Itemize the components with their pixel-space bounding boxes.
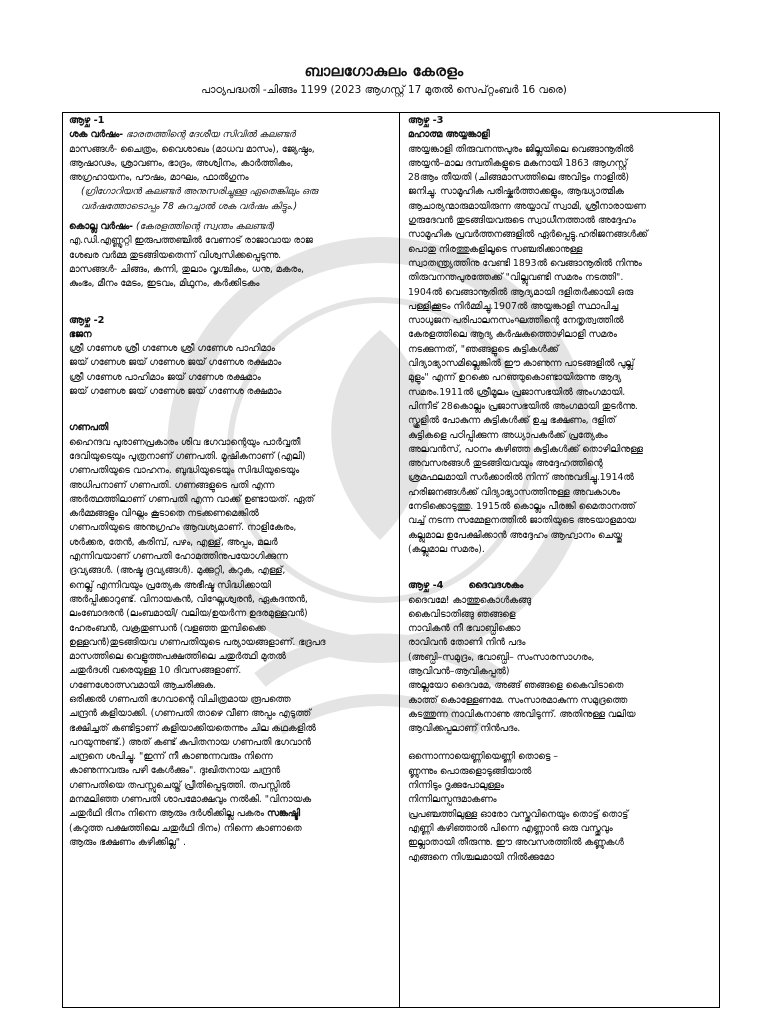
ganapathi-line: ഗണപതിയെ തപസ്സുചെയ്ത് പ്രീതിപ്പെടുത്തി. തപസ്സിൽ	[69, 779, 290, 791]
verse-line: (അബ്ധി–സമുദ്രം, ഭവാബ്ധി– സംസാരസാഗരം,	[408, 651, 595, 663]
verse-line: അല്ലയോ ദൈവമേ, അങ്ങ് ഞങ്ങളെ കൈവിടാതെ	[408, 680, 624, 692]
sankashti-word: സങ്കഷ്ടി	[266, 808, 300, 820]
page-subtitle: പാഠ്യപദ്ധതി -ചിങ്ങം 1199 (2023 ആഗസ്റ്റ് 17 മുതൽ സെപ്റ്റംബർ 16 വരെ)	[201, 84, 567, 96]
ganapathi-line: മാസത്തിലെ വെളുത്തപക്ഷത്തിലെ ചതുർത്ഥി മുതൽ	[69, 651, 286, 663]
ayyankali-line: കേരളത്തിലെ ആദ്യ കർഷകത്തൊഴിലാളി സമരം	[408, 329, 617, 341]
ayyankali-line: പിന്നീട് 28കൊല്ലം പ്രജാസഭയിൽ അംഗമായി തുടർന്നു.	[408, 400, 638, 412]
ganapathi-line: പറയുന്നുണ്ട്.) അത് കണ്ട് കുപിതനായ ഗണപതി ഭഗവാൻ	[69, 736, 311, 748]
bhajan-heading: ഭജന	[69, 328, 92, 340]
ganapathi-line: ചതുർദശി വരെയുള്ള 10 ദിവസങ്ങളാണ്.	[69, 665, 242, 677]
bhajan-line: ജയ് ഗണേശ ജയ് ഗണേശ ജയ് ഗണേശ രക്ഷമാം	[69, 386, 282, 398]
verse-line: കൈവിടാതിങ്ങു ഞങ്ങളെ	[408, 608, 516, 620]
week1-label: ആഴ്ച -1	[69, 115, 105, 126]
kollam-subheading: (കേരളത്തിന്റെ സ്വന്തം കലണ്ടർ)	[136, 221, 276, 233]
ganapathi-line: (കറുത്ത പക്ഷത്തിലെ ചതുർഥി ദിനം) നിന്നെ കാണാതെ	[69, 822, 302, 834]
ganapathi-line: എന്നിവയാണ് ഗണപതി ഹോമത്തിനുപയോഗിക്കുന്ന	[69, 551, 288, 563]
week3-section	[408, 114, 714, 557]
verse-line: എങ്ങനെ നിശ്ചലമായി നിൽക്കുമോ	[408, 851, 555, 863]
verse-line: ദൈവമേ! കാത്തുകൊൾകങ്ങു	[408, 594, 531, 606]
right-column	[408, 114, 714, 1004]
daivadashakam-heading: ദൈവദശകം	[468, 580, 524, 592]
ayyankali-line: അയ്യങ്കാളി തിരുവനന്തപുരം ജില്ലയിലെ വെങ്ങാനൂരിൽ	[408, 143, 634, 155]
ayyankali-line: സ്കൂളിൽ പോകുന്ന കുട്ടികൾക്ക് ഉച്ച ഭക്ഷണം, ദളിത്	[408, 415, 616, 427]
shaka-heading: ശക വർഷം-	[69, 129, 124, 141]
ayyankali-line: വിദ്യാഭ്യാസമില്ലെങ്കിൽ ഈ കാണുന്ന പാടങ്ങളിൽ പുല്ല്	[408, 358, 635, 370]
shaka-subheading: ഭാരതത്തിന്റെ ദേശീയ സിവിൽ കലണ്ടർ	[126, 129, 296, 141]
ganapathi-line: ഭക്ഷിച്ചത് കണ്ടിട്ടാണ് കളിയാക്കിയതെന്നും ചില കഥകളിൽ	[69, 722, 316, 734]
ayyankali-line: അലവൻസ്, പഠനം കഴിഞ്ഞ കുട്ടികൾക്ക് തൊഴിലിനുള്ള	[408, 443, 643, 455]
ganapathi-line: ഗണപതിയുടെ വാഹനം. ബുദ്ധിയുടെയും സിദ്ധിയുടെയും	[69, 465, 300, 477]
ganapathi-line: ദേവിയുടെയും പുത്രനാണ് ഗണപതി. മൂഷികനാണ് (എലി)	[69, 450, 306, 462]
verse-line: രാവിവൻ തോണി നിൻ പദം	[408, 637, 526, 649]
week4-label: ആഴ്ച -4	[408, 580, 444, 592]
ayyankali-line: സാമൂഹിക പ്രവർത്തനങ്ങളിൽ ഏർപ്പെട്ടു.ഹരിജനങ്ങൾക്ക്	[408, 229, 648, 241]
ganapathi-line: കർമ്മങ്ങളും വിഘ്നം കൂടാതെ നടക്കണമെങ്കിൽ	[69, 508, 259, 520]
verse-line: ണ്ണുന്നും പൊരുളൊടുങ്ങിയാൽ	[408, 765, 532, 777]
ayyankali-line: നടക്കുന്നത്, "ഞങ്ങളുടെ കുട്ടികൾക്ക്	[408, 343, 559, 355]
verse-line: കാത്ത് കൊള്ളേണമേ. സംസാരമാകുന്ന സമുദ്രത്തെ	[408, 694, 628, 706]
ayyankali-line: 1904ൽ വെങ്ങാനൂരിൽ ആദ്യമായി ദളിതർക്കായി ഒരു	[408, 286, 634, 298]
ganapathi-line: അധിപനാണ് ഗണപതി. ഗണങ്ങളുടെ പതി എന്ന	[69, 479, 275, 491]
ayyankali-line: സമരം.1911ൽ ശ്രീമൂലം പ്രജാസഭയിൽ അംഗമായി.	[408, 386, 626, 398]
shaka-note: (ഗ്രിഗോറിയൻ കലണ്ടർ അനുസരിച്ചുള്ള ഏതെങ്കിലും ഒരു വർഷത്തോടൊപ്പം 78 കുറച്ചാൽ ശക വർഷം കിട്ടും.)	[81, 186, 318, 212]
ayyankali-line: (കല്ലുമാല സമരം).	[408, 543, 485, 555]
ayyankali-line: സ്വാതന്ത്ര്യത്തിനു വേണ്ടി 1893ൽ വെങ്ങാനൂരിൽ നിന്നും	[408, 257, 642, 269]
ayyankali-line: ഹരിജനങ്ങൾക്ക് വിദ്യാഭ്യാസത്തിനുള്ള അവകാശം	[408, 486, 621, 498]
ayyankali-heading: മഹാത്മ അയ്യങ്കാളി	[408, 129, 490, 141]
ganapathi-line: ഹൈന്ദവ പുരാണപ്രകാരം ശിവ ഭഗവാന്റെയും പാർവ്വതീ	[69, 436, 301, 448]
ganapathi-line: കാണുന്നവരും പഴി കേൾക്കും". ദുഃഖിതനായ ചന്ദ്രൻ	[69, 765, 281, 777]
ganapathi-line: നെല്ല് എന്നിവയും പ്രത്യേക അഭീഷ്ട സിദ്ധിക്കായി	[69, 579, 271, 591]
ganapathi-section	[69, 421, 393, 850]
verse-line: കടത്തുന്ന നാവികനാണു അവിടുന്ന്. അതിനുള്ള വലിയ	[408, 708, 636, 720]
week4-section	[408, 579, 714, 865]
ayyankali-line: ആചാര്യന്മാരുമായിരുന്ന അയ്യാവ് സ്വാമി, ശ്രീനാരായണ	[408, 200, 646, 212]
ayyankali-line: ജനിച്ചു. സാമൂഹിക പരിഷ്കർത്താക്കളും, ആദ്ധ്യാത്മിക	[408, 186, 624, 198]
week1-section	[69, 114, 393, 292]
ganapathi-line: ഗണപതിയുടെ അനുഗ്രഹം ആവശ്യമാണ്. നാളികേരം,	[69, 522, 297, 534]
ganapathi-line: ചന്ദ്രൻ കളിയാക്കി. (ഗണപതി താഴെ വീണ അപ്പം എടുത്ത്	[69, 708, 311, 720]
verse-line: എണ്ണി കഴിഞ്ഞാൽ പിന്നെ എണ്ണാൻ ഒരു വസ്തുവും	[408, 822, 613, 834]
ayyankali-line: പൊതു നിരത്തുകളിലൂടെ സഞ്ചരിക്കാനുള്ള	[408, 243, 583, 255]
ganapathi-line: ഗണേശോത്സവമായി ആചരിക്കുക.	[69, 679, 216, 691]
ganapathi-line: ഒരിക്കൽ ഗണപതി ഭഗവാന്റെ വിചിത്രമായ രൂപത്തെ	[69, 693, 291, 705]
ganapathi-line: അർത്ഥത്തിലാണ് ഗണപതി എന്ന വാക്ക് ഉണ്ടായത്. ഏത്	[69, 493, 315, 505]
week3-label: ആഴ്ച -3	[408, 115, 444, 126]
shaka-line: മാസങ്ങൾ- ചൈത്രം, വൈശാഖം (മാധവ മാസം), ജ്യേഷ്ഠം,	[69, 143, 315, 155]
kollam-line: എ.ഡി.എണ്ണൂറ്റി ഇരുപത്തഞ്ചിൽ വേണാട് രാജാവായ രാജ	[69, 235, 313, 247]
ganapathi-line: ദ്രവ്യങ്ങൾ. (അഷ്ട ദ്രവ്യങ്ങൾ). മുക്കുറ്റി, കറുക, എള്ള്,	[69, 565, 286, 577]
ayyankali-line: പള്ളിക്കൂടം നിർമ്മിച്ചു.1907ൽ അയ്യങ്കാളി സ്ഥാപിച്ച	[408, 300, 619, 312]
ayyankali-line: വച്ച് നടന്ന സമ്മേളനത്തിൽ ജാതിയുടെ അടയാളമായ	[408, 515, 636, 527]
ganapathi-heading: ഗണപതി	[69, 422, 109, 434]
ayyankali-line: 28ആം തീയതി (ചിങ്ങമാസത്തിലെ അവിട്ടം നാളിൽ)	[408, 172, 630, 184]
kollam-line: മാസങ്ങൾ- ചിങ്ങം, കന്നി, തുലാം വൃശ്ചികം, ധനു, മകരം,	[69, 263, 304, 275]
verse-line: നാവികൻ നീ ഭവാബ്ധിക്കൊ	[408, 623, 521, 635]
ganapathi-line: അർപ്പിക്കാറുണ്ട്. വിനായകൻ, വിഘ്നേശ്വരൻ, ഏകദന്തൻ,	[69, 593, 308, 605]
bhajan-line: ശ്രീ ഗണേശ ശ്രീ ഗണേശ ശ്രീ ഗണേശ പാഹിമാം	[69, 343, 275, 355]
ganapathi-line: ലംബോദരൻ (ലംബമായി/ വലിയ/ഉയർന്ന ഉദരമുള്ളവൻ)	[69, 608, 308, 620]
ganapathi-line: മനമലിഞ്ഞ ഗണപതി ശാപമോക്ഷവും നൽകി. "വിനായക	[69, 794, 311, 806]
ganapathi-line: ചതുർഥി ദിനം നിന്നെ ആരും ദർശിക്കില്ല പകരം	[69, 808, 264, 820]
ayyankali-line: നേടിക്കൊടുത്തു. 1915ൽ കൊല്ലം പീരങ്കി മൈതാനത്ത്	[408, 501, 636, 513]
left-column	[69, 114, 393, 1004]
week2-section	[69, 314, 393, 400]
verse-line: ഒന്നൊന്നായെണ്ണിയെണ്ണി തൊട്ടെ –	[408, 751, 558, 763]
ganapathi-line: ഹേരംബൻ, വക്രതുണ്ഡൻ (വളഞ്ഞ തുമ്പിക്കൈ	[69, 622, 266, 634]
ayyankali-line: അവസരങ്ങൾ തുടങ്ങിയവയും അദ്ദേഹത്തിന്റെ	[408, 458, 603, 470]
ayyankali-line: അയ്യൻ–മാല ദമ്പതികളുടെ മകനായി 1863 ആഗസ്റ്റ്	[408, 157, 628, 169]
ganapathi-line: ചന്ദ്രനെ ശപിച്ചു. "ഇന്ന് നീ കാണുന്നവരും നിന്നെ	[69, 751, 273, 763]
verse-line: നിന്നിടും ദൃക്കുപോലുള്ളം	[408, 780, 504, 792]
ayyankali-line: മുളും" എന്ന് ഉറക്കെ പറഞ്ഞുകൊണ്ടായിരുന്നു ആദ്യ	[408, 372, 622, 384]
shaka-line: ആഷാഢം, ശ്രാവണം, ഭാദ്രം, അശ്വിനം, കാർത്തികം,	[69, 157, 294, 169]
verse-line: ഇല്ലാതായി തീരുന്നു. ഈ അവസരത്തിൽ കണ്ണുകൾ	[408, 837, 624, 849]
verse-line: ആവിക്കപ്പലാണ് നിൻപദം.	[408, 723, 521, 735]
verse-line: പ്രപഞ്ചത്തിലുള്ള ഓരോ വസ്തുവിനെയും തൊട്ട് തൊട്ട്	[408, 808, 629, 820]
verse-line: നിന്നിലസ്പന്ദമാകണം	[408, 794, 497, 806]
kollam-heading: കൊല്ല വർഷം-	[69, 221, 134, 233]
kollam-line: ശേഖര വർമ്മ തുടങ്ങിയതെന്ന് വിശ്വസിക്കപ്പെടുന്നു.	[69, 249, 282, 261]
ganapathi-line: ആരും ഭക്ഷണം കഴിക്കില്ല" .	[69, 836, 186, 848]
ayyankali-line: സാധുജന പരിപാലനസംഘത്തിന്റെ നേതൃത്വത്തിൽ	[408, 315, 624, 327]
ayyankali-line: കുട്ടികളെ പഠിപ്പിക്കുന്ന അധ്യാപകർക്ക് പ്രത്യേകം	[408, 429, 608, 441]
shaka-line: അഗ്രഹായനം, പൗഷം, മാഘം, ഫാൽഗുനം	[69, 172, 249, 184]
page-title: ബാലഗോകുലം കേരളം	[304, 62, 464, 80]
bhajan-line: ശ്രീ ഗണേശ പാഹിമാം ജയ് ഗണേശ രക്ഷമാം	[69, 371, 261, 383]
column-divider	[399, 112, 400, 1008]
ayyankali-line: ശ്രമഫലമായി സർക്കാരിൽ നിന്ന് അനുവദിച്ചു.1914ൽ	[408, 472, 634, 484]
ayyankali-line: തിരുവനന്തപുരത്തേക്ക് "വില്ലുവണ്ടി സമരം നടത്തി".	[408, 272, 624, 284]
bhajan-line: ജയ് ഗണേശ ജയ് ഗണേശ ജയ് ഗണേശ രക്ഷമാം	[69, 357, 282, 369]
ganapathi-line: ശർക്കര, തേൻ, കരിമ്പ്, പഴം, എള്ള്, അപ്പം, മലർ	[69, 536, 278, 548]
week2-label: ആഴ്ച -2	[69, 314, 105, 326]
ayyankali-line: ഗുരുദേവൻ തുടങ്ങിയവരുടെ സ്വാധീനത്താൽ അദ്ദേഹം	[408, 215, 636, 227]
verse-line: ആവിവൻ–ആവികപ്പൽ)	[408, 665, 510, 677]
ayyankali-line: കല്ലുമാല ഉപേക്ഷിക്കാൻ അദ്ദേഹം ആഹ്വാനം ചെയ്തു	[408, 529, 623, 541]
ganapathi-line: ഉള്ളവൻ)തുടങ്ങിയവ ഗണപതിയുടെ പര്യായങ്ങളാണ്. ഭദ്രപദ	[69, 636, 326, 648]
kollam-line: കുംഭം, മീനം മേടം, ഇടവം, മിഥുനം, കർക്കിടകം	[69, 278, 260, 290]
